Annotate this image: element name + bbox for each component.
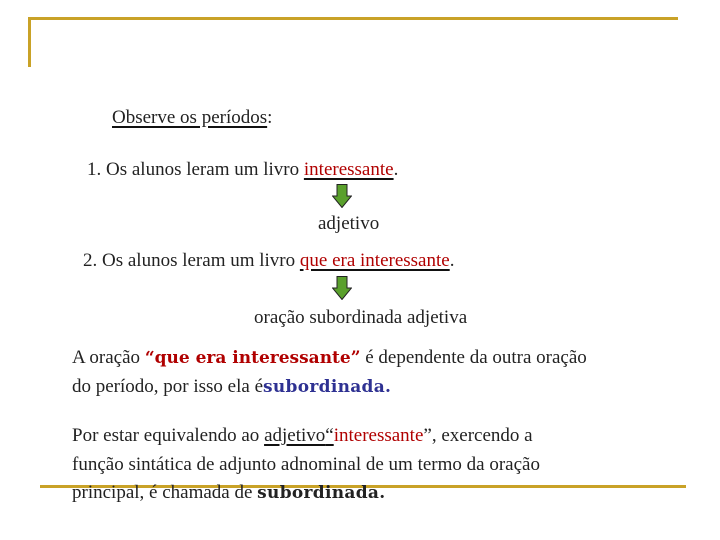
paragraph-2-line-3	[72, 482, 385, 504]
paragraph-2-quote-word: interessante	[333, 425, 424, 446]
sentence-1	[87, 159, 398, 181]
paragraph-2-line-3-text: principal, é chamada de	[72, 482, 253, 503]
paragraph-1-start: A oração	[72, 347, 141, 368]
paragraph-2-line-1	[72, 425, 533, 447]
decorative-top-rule	[28, 17, 678, 20]
paragraph-2-start: Por estar equivalendo ao	[72, 425, 260, 446]
paragraph-1-line-2	[72, 376, 391, 398]
heading	[112, 107, 272, 129]
sentence-2	[83, 250, 454, 272]
paragraph-1-quote: “que era interessante”	[144, 348, 361, 368]
sentence-1-text: Os alunos leram um livro	[106, 159, 300, 180]
paragraph-2-quote-open: “	[325, 425, 334, 446]
paragraph-2-adjetivo: adjetivo	[264, 425, 326, 446]
sentence-2-number: 2.	[83, 250, 98, 271]
down-arrow-icon	[332, 184, 352, 208]
sentence-2-text: Os alunos leram um livro	[102, 250, 296, 271]
paragraph-1-emphasis: subordinada.	[263, 377, 392, 397]
paragraph-2-line-2: função sintática de adjunto adnominal de um termo da oração	[72, 454, 540, 475]
down-arrow-icon	[332, 276, 352, 300]
label-adjetivo: adjetivo	[318, 213, 380, 234]
heading-text: Observe os períodos	[112, 107, 268, 128]
sentence-2-highlight: que era interessante	[299, 250, 450, 271]
decorative-left-rule	[28, 17, 31, 67]
sentence-1-number: 1.	[87, 159, 102, 180]
sentence-2-end: .	[449, 250, 455, 271]
heading-colon: :	[267, 107, 273, 128]
paragraph-2-emphasis: subordinada.	[257, 483, 386, 503]
label-oracao-subordinada: oração subordinada adjetiva	[254, 307, 468, 328]
paragraph-1-end: é dependente da outra oração	[365, 347, 587, 368]
paragraph-2-line-1-end: ”, exercendo a	[423, 425, 533, 446]
sentence-1-highlight: interessante	[303, 159, 394, 180]
paragraph-1-line-2-text: do período, por isso ela é	[72, 376, 264, 397]
paragraph-1-line-1	[72, 347, 587, 369]
sentence-1-end: .	[393, 159, 399, 180]
